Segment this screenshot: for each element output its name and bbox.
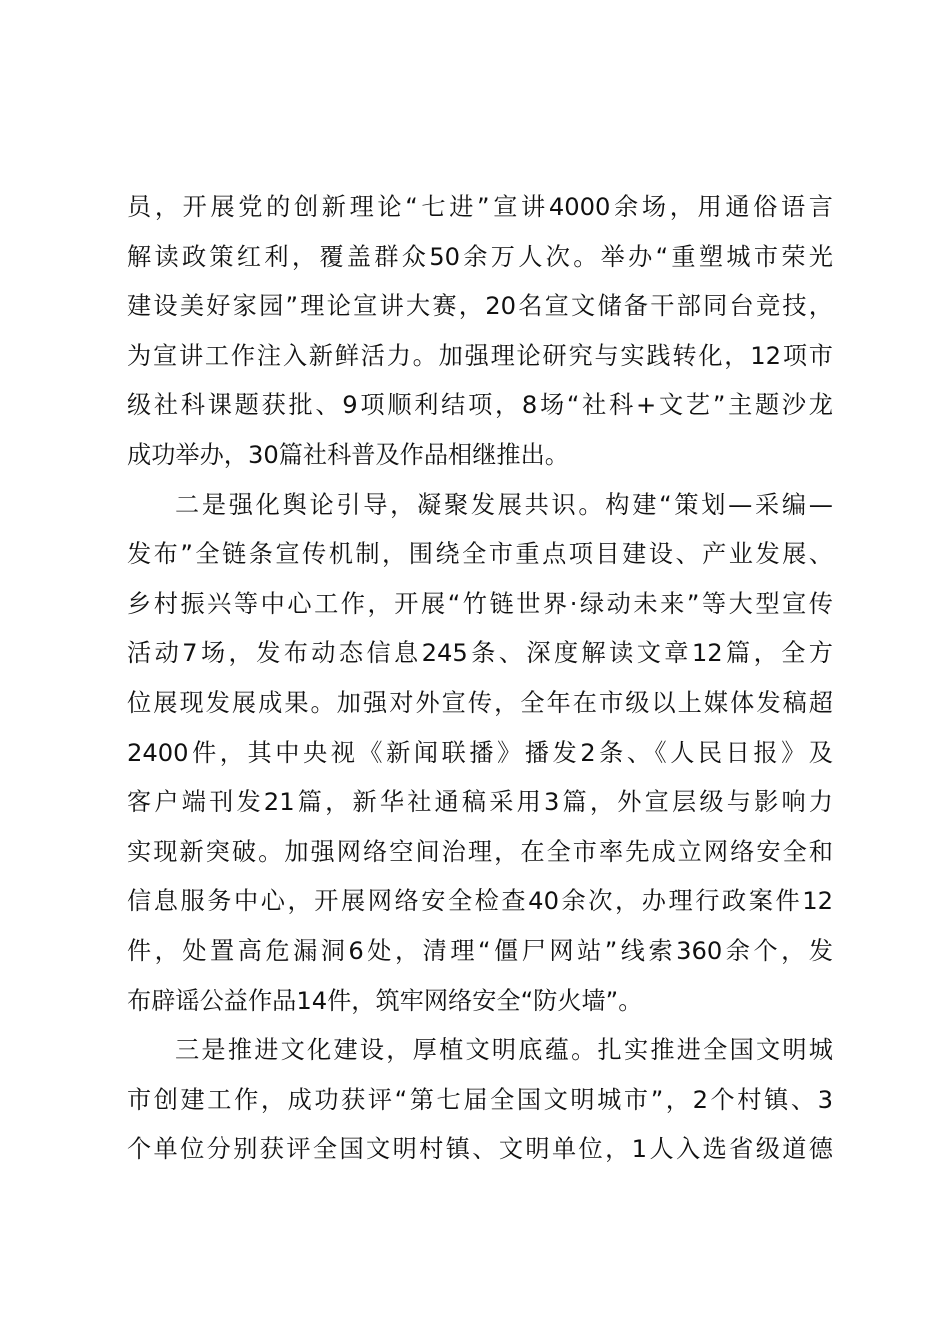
text-line: 员，开展党的创新理论“七进”宣讲4000余场，用通俗语言	[127, 193, 833, 221]
text-line: 布辟谣公益作品14件，筑牢网络安全“防火墙”。	[127, 986, 643, 1015]
paragraph-theory-outreach	[127, 183, 833, 481]
text-line: 实现新突破。加强网络空间治理，在全市率先成立网络安全和	[127, 837, 833, 866]
text-line: 为宣讲工作注入新鲜活力。加强理论研究与实践转化，12项市	[127, 341, 833, 370]
paragraph-public-opinion	[127, 481, 833, 1027]
text-line: 信息服务中心，开展网络安全检查40余次，办理行政案件12	[127, 887, 833, 916]
text-line: 活动7场，发布动态信息245条、深度解读文章12篇，全方	[127, 639, 833, 668]
text-line: 2400件，其中央视《新闻联播》播发2条、《人民日报》及	[127, 738, 833, 767]
text-line: 市创建工作，成功获评“第七届全国文明城市”，2个村镇、3	[127, 1085, 833, 1114]
text-line: 件，处置高危漏洞6处，清理“僵尸网站”线索360余个，发	[127, 936, 833, 965]
text-line: 位展现发展成果。加强对外宣传，全年在市级以上媒体发稿超	[127, 688, 833, 717]
paragraph-cultural-construction	[127, 1026, 833, 1175]
text-line: 二是强化舆论引导，凝聚发展共识。构建“策划—采编—	[175, 490, 833, 519]
text-line: 建设美好家园”理论宣讲大赛，20名宣文储备干部同台竞技，	[127, 292, 833, 321]
text-line: 成功举办，30篇社科普及作品相继推出。	[127, 440, 569, 469]
text-line: 发布”全链条宣传机制，围绕全市重点项目建设、产业发展、	[127, 540, 833, 569]
text-line: 乡村振兴等中心工作，开展“竹链世界·绿动未来”等大型宣传	[127, 589, 833, 618]
text-line: 级社科课题获批、9项顺利结项，8场“社科+文艺”主题沙龙	[127, 391, 833, 420]
text-line: 三是推进文化建设，厚植文明底蕴。扎实推进全国文明城	[175, 1036, 833, 1065]
text-line: 客户端刊发21篇，新华社通稿采用3篇，外宣层级与影响力	[127, 788, 833, 817]
text-line: 解读政策红利，覆盖群众50余万人次。举办“重塑城市荣光	[127, 242, 833, 271]
document-page	[127, 183, 833, 1175]
text-line: 个单位分别获评全国文明村镇、文明单位，1人入选省级道德	[127, 1135, 833, 1164]
